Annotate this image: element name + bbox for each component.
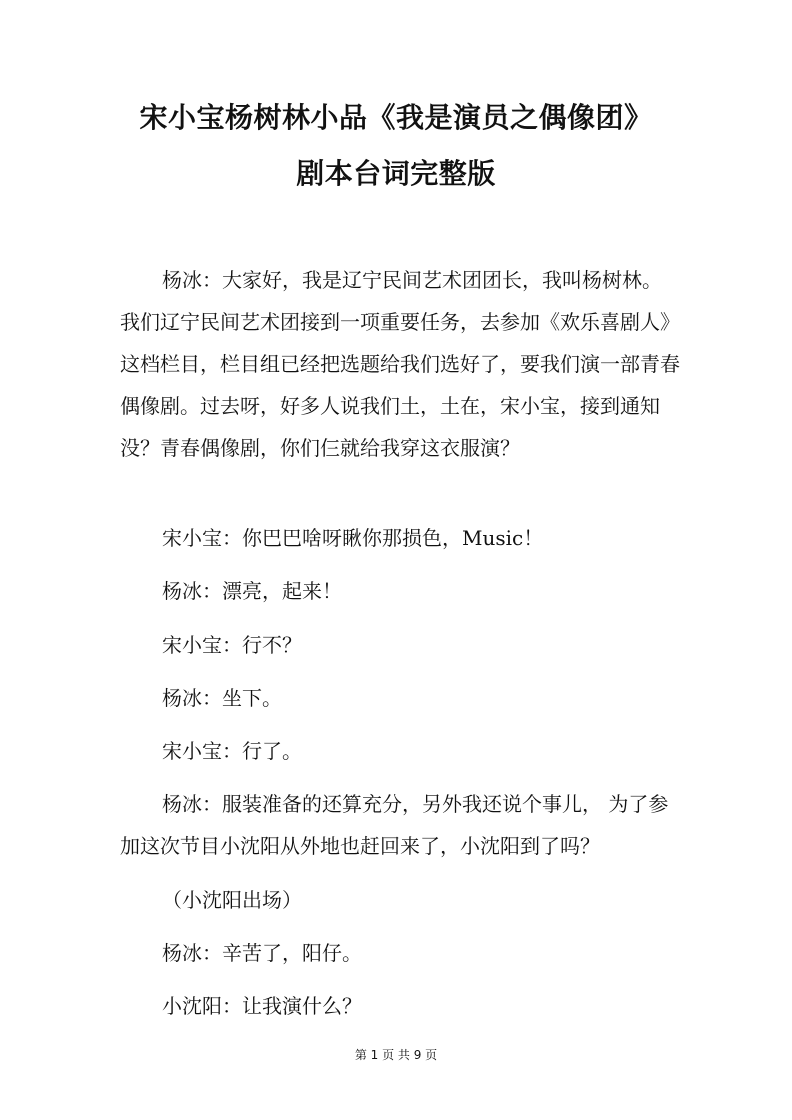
paragraph-intro: 杨冰：大家好，我是辽宁民间艺术团团长，我叫杨树林。我们辽宁民间艺术团接到一项重要任务，去参加《欢乐喜剧人》 这档栏目，栏目组已经把选题给我们选好了，要我们演一部青春偶像剧。过去呀，好多人说我们土，土在，宋小宝，接到通知没？青春偶像剧，你们仨就给我穿这衣服演？ xyxy=(120,268,680,460)
paragraph-stage-direction: （小沈阳出场） xyxy=(162,888,302,912)
paragraph-dialogue: 宋小宝：行不？ xyxy=(162,633,302,657)
document-title-line-1: 宋小宝杨树林小品《我是演员之偶像团》 xyxy=(139,101,653,134)
paragraph-dialogue: 宋小宝：行了。 xyxy=(162,739,302,763)
page-number-footer: 第 1 页 共 9 页 xyxy=(354,1048,438,1062)
paragraph-dialogue: 杨冰：漂亮，起来！ xyxy=(162,579,342,603)
paragraph-dialogue: 宋小宝：你巴巴啥呀瞅你那损色，Music！ xyxy=(162,526,544,550)
paragraph-dialogue: 杨冰：服装准备的还算充分，另外我还说个事儿， 为了参加这次节目小沈阳从外地也赶回来了，小沈阳到了吗？ xyxy=(120,792,669,858)
paragraph-dialogue: 小沈阳：让我演什么？ xyxy=(162,994,362,1018)
paragraph-dialogue: 杨冰：坐下。 xyxy=(162,686,282,710)
document-title-line-2: 剧本台词完整版 xyxy=(296,157,496,190)
paragraph-dialogue: 杨冰：辛苦了，阳仔。 xyxy=(162,941,362,965)
